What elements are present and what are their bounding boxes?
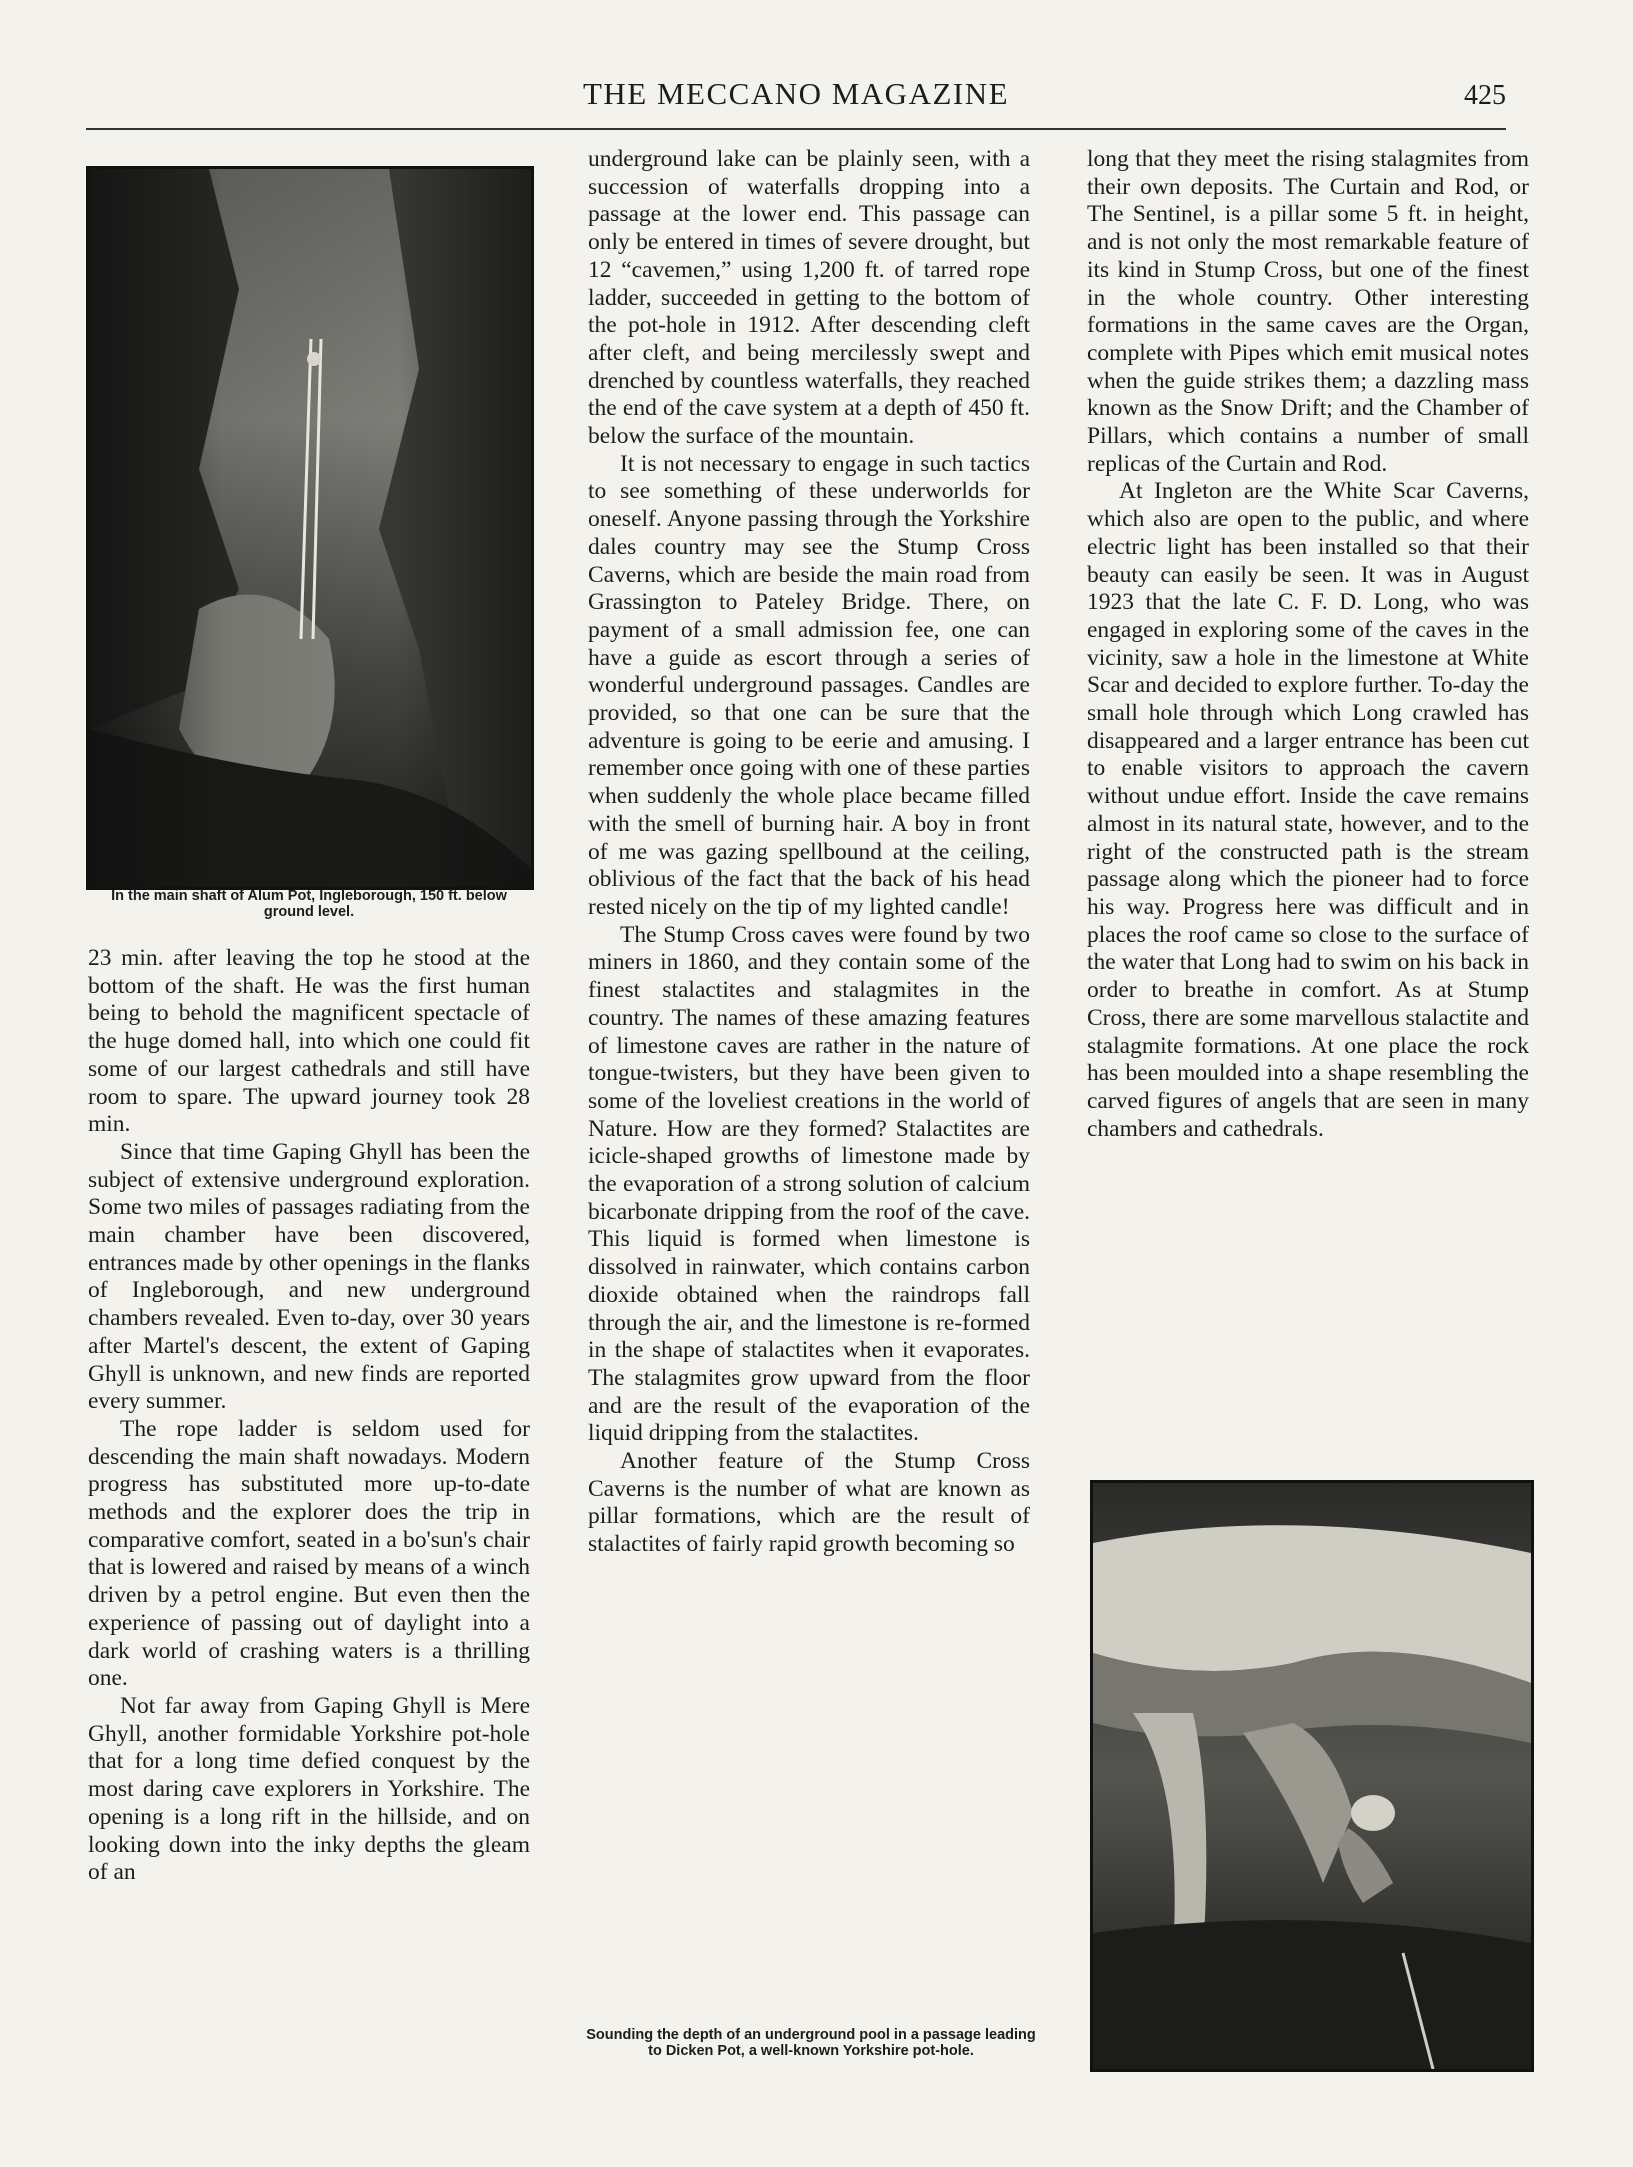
dicken-pot-caption: Sounding the depth of an underground pool in a passage leading to Dicken Pot, a well-known Yorkshire pot-hole. xyxy=(586,2027,1036,2059)
paragraph: long that they meet the rising stalagmites from their own deposits. The Curtain and Rod, or The Sentinel, is a pillar some 5 ft. in height, and is not only the most remarkable feature of its kind in Stump Cross, but one of the finest in the whole country. Other interesting formations in the same caves are the Organ, complete with Pipes which emit musical notes when the guide strikes them; a dazzling mass known as the Snow Drift; and the Chamber of Pillars, which contains a number of small replicas of the Curtain and Rod. xyxy=(1087,146,1529,477)
alum-pot-caption: In the main shaft of Alum Pot, Ingleborough, 150 ft. below ground level. xyxy=(111,888,507,920)
column-1 xyxy=(88,945,530,1887)
page-header xyxy=(86,72,1506,130)
dicken-pot-photo xyxy=(1090,1480,1534,2072)
paragraph: It is not necessary to engage in such tactics to see something of these underworlds for oneself. Anyone passing through the Yorkshire dales country may see the Stump Cross Caverns, which are beside the main road from Grassington to Pateley Bridge. There, on payment of a small admission fee, one can have a guide as escort through a series of wonderful underground passages. Candles are provided, so that one can be sure that the adventure is going to be eerie and amusing. I remember once going with one of these parties when suddenly the whole place became filled with the smell of burning hair. A boy in front of me was gazing spellbound at the ceiling, oblivious of the fact that the back of his head rested nicely on the tip of my lighted candle! xyxy=(588,450,1030,920)
paragraph: underground lake can be plainly seen, with a succession of waterfalls dropping into a passage at the lower end. This passage can only be entered in times of severe drought, but 12 “cavemen,” using 1,200 ft. of tarred rope ladder, succeeded in getting to the bottom of the pot-hole in 1912. After descending cleft after cleft, and being mercilessly swept and drenched by countless waterfalls, they reached the end of the cave system at a depth of 450 ft. below the surface of the mountain. xyxy=(588,146,1030,450)
paragraph: The rope ladder is seldom used for descending the main shaft nowadays. Modern progress has substituted more up-to-date methods and the explorer does the trip in comparative comfort, seated in a bo'sun's chair that is lowered and raised by means of a winch driven by a petrol engine. But even then the experience of passing out of daylight into a dark world of crashing waters is a thrilling one. xyxy=(88,1415,530,1692)
magazine-title: THE MECCANO MAGAZINE xyxy=(582,76,1010,111)
page-number: 425 xyxy=(1464,80,1506,111)
paragraph: Not far away from Gaping Ghyll is Mere Ghyll, another formidable Yorkshire pot-hole that for a long time defied conquest by the most daring cave explorers in Yorkshire. The opening is a long rift in the hillside, and on looking down into the inky depths the gleam of an xyxy=(88,1692,530,1886)
paragraph: 23 min. after leaving the top he stood at the bottom of the shaft. He was the first human being to behold the magnificent spectacle of the huge domed hall, into which one could fit some of our largest cathedrals and still have room to spare. The upward journey took 28 min. xyxy=(88,945,530,1138)
alum-pot-photo xyxy=(86,166,534,890)
column-3 xyxy=(1087,146,1529,1143)
paragraph: Another feature of the Stump Cross Caverns is the number of what are known as pillar formations, which are the result of stalactites of fairly rapid growth becoming so xyxy=(588,1448,1030,1558)
column-2 xyxy=(588,146,1030,1559)
paragraph: The Stump Cross caves were found by two miners in 1860, and they contain some of the finest stalactites and stalagmites in the country. The names of these amazing features of limestone caves are rather in the nature of tongue-twisters, but they have been given to some of the loveliest creations in the world of Nature. How are they formed? Stalactites are icicle-shaped growths of limestone made by the evaporation of a strong solution of calcium bicarbonate dripping from the roof of the cave. This liquid is formed when limestone is dissolved in rainwater, which contains carbon dioxide obtained when the raindrops fall through the air, and the limestone is re-formed in the shape of stalactites when it evaporates. The stalagmites grow upward from the floor and are the result of the evaporation of the liquid dripping from the stalactites. xyxy=(588,921,1030,1447)
paragraph: Since that time Gaping Ghyll has been the subject of extensive underground exploration. Some two miles of passages radiating from the main chamber have been discovered, entrances made by other openings in the flanks of Ingleborough, and new underground chambers revealed. Even to-day, over 30 years after Martel's descent, the extent of Gaping Ghyll is unknown, and new finds are reported every summer. xyxy=(88,1138,530,1415)
paragraph: At Ingleton are the White Scar Caverns, which also are open to the public, and where electric light has been installed so that their beauty can easily be seen. It was in August 1923 that the late C. F. D. Long, who was engaged in exploring some of the caves in the vicinity, saw a hole in the limestone at White Scar and decided to explore further. To-day the small hole through which Long crawled has disappeared and a larger entrance has been cut to enable visitors to approach the cavern without undue effort. Inside the cave remains almost in its natural state, however, and to the right of the constructed path is the stream passage along which the pioneer had to force his way. Progress here was difficult and in places the roof came so close to the surface of the water that Long had to swim on his back in order to breathe in comfort. As at Stump Cross, there are some marvellous stalactite and stalagmite formations. At one place the rock has been moulded into a shape resembling the carved figures of angels that are seen in many chambers and cathedrals. xyxy=(1087,478,1529,1142)
